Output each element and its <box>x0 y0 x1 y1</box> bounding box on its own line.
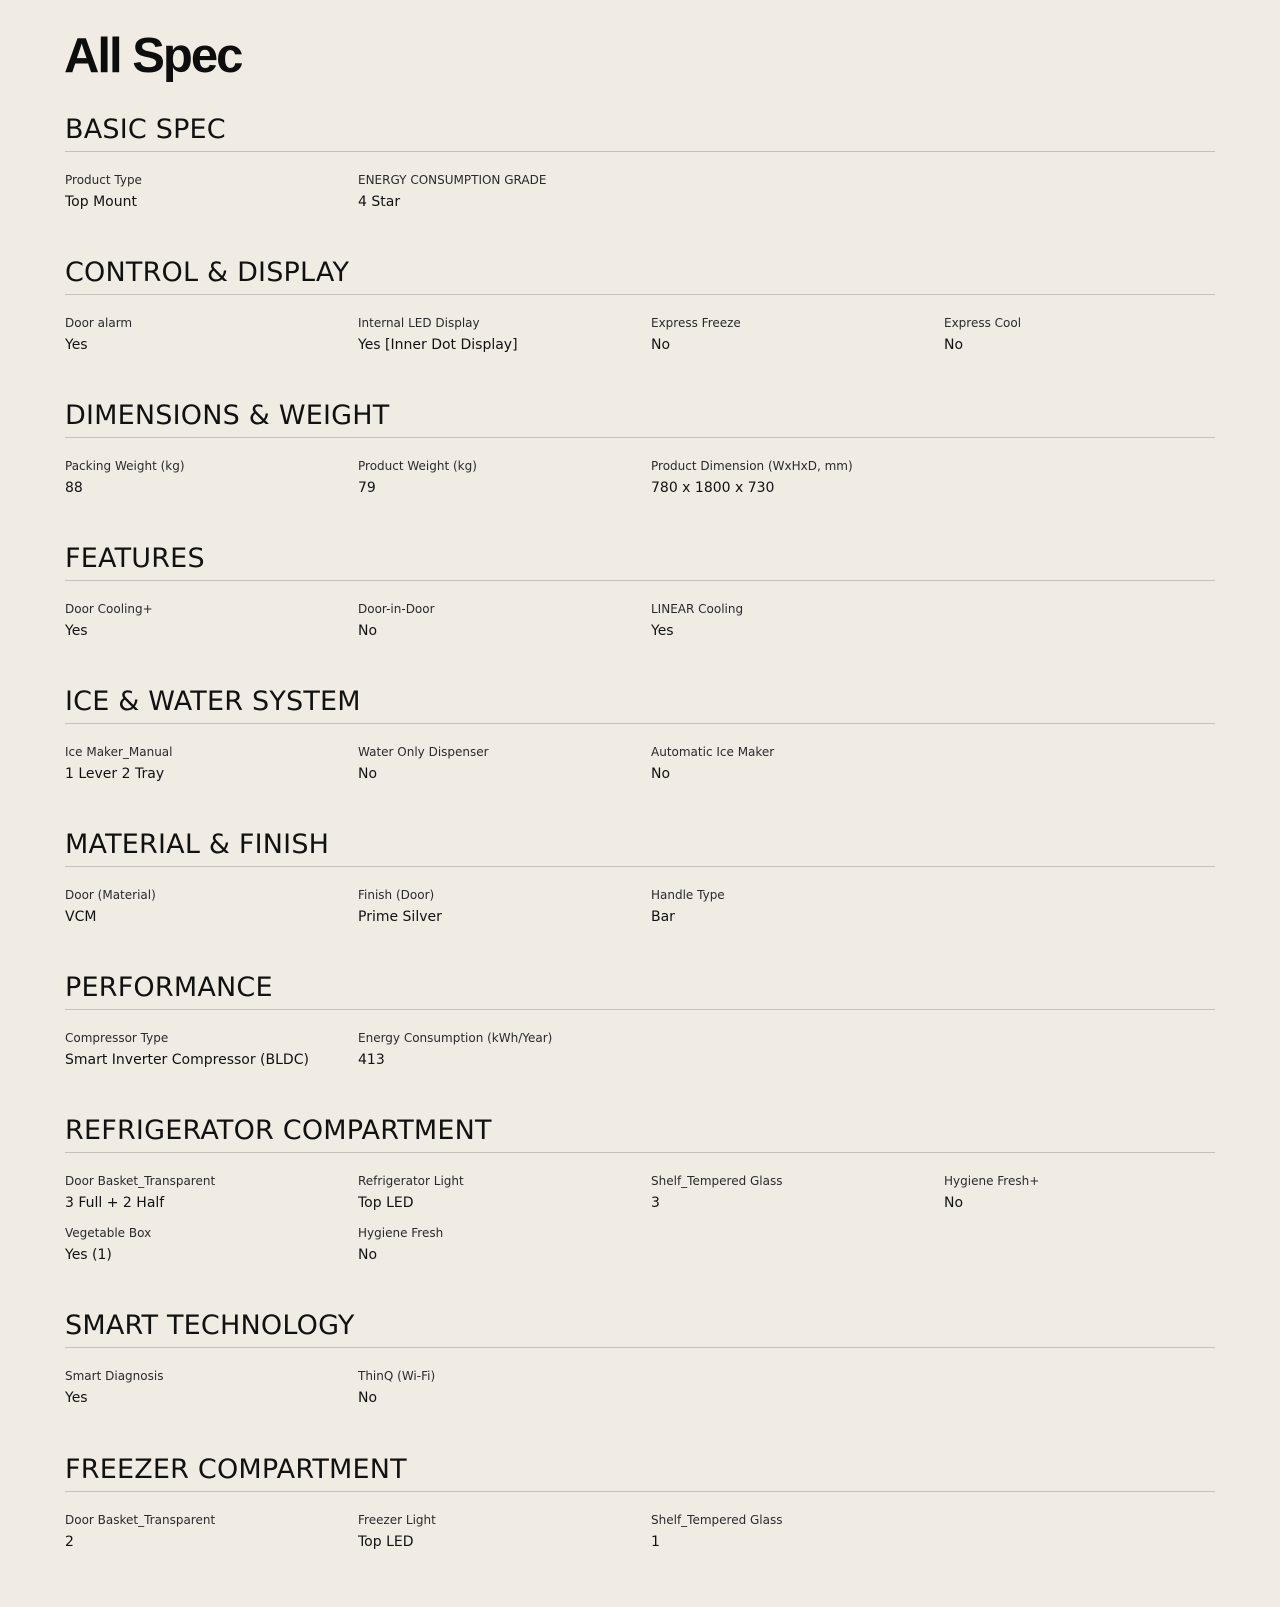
spec-value: No <box>944 337 964 353</box>
spec-value: 2 <box>65 1534 74 1550</box>
spec-item-thinq-wifi <box>358 1368 638 1407</box>
section-material-finish <box>65 825 1215 925</box>
section-ice-water-system <box>65 682 1215 782</box>
spec-value: Top LED <box>358 1195 414 1211</box>
spec-label: Product Weight (kg) <box>358 459 477 473</box>
spec-value: VCM <box>65 909 97 925</box>
spec-value: 3 <box>651 1195 660 1211</box>
spec-label: Door alarm <box>65 316 133 330</box>
section-title: REFRIGERATOR COMPARTMENT <box>65 1115 492 1146</box>
spec-value: No <box>944 1195 964 1211</box>
section-divider <box>65 1009 1215 1010</box>
spec-label: Door Basket_Transparent <box>65 1174 216 1188</box>
spec-item-door-in-door <box>358 601 638 640</box>
spec-item-energy-consumption-grade <box>358 172 638 211</box>
spec-item-finish-door <box>358 887 638 926</box>
spec-value: No <box>358 623 378 639</box>
spec-value: 1 <box>651 1534 660 1550</box>
spec-label: ENERGY CONSUMPTION GRADE <box>358 173 547 187</box>
spec-value: 413 <box>358 1052 385 1068</box>
spec-value: 88 <box>65 480 83 496</box>
spec-value: Top Mount <box>65 194 137 210</box>
spec-label: Vegetable Box <box>65 1226 152 1240</box>
spec-item-freezer-door-basket <box>65 1512 345 1551</box>
spec-item-freezer-shelf-tempered-glass <box>651 1512 931 1551</box>
spec-item-compressor-type <box>65 1030 345 1069</box>
spec-label: Handle Type <box>651 888 725 902</box>
section-divider <box>65 294 1215 295</box>
spec-label: Refrigerator Light <box>358 1174 464 1188</box>
section-divider <box>65 151 1215 152</box>
spec-item-shelf-tempered-glass <box>651 1173 931 1212</box>
spec-item-hygiene-fresh <box>358 1225 638 1264</box>
spec-label: Door Cooling+ <box>65 602 153 616</box>
spec-label: Product Type <box>65 173 142 187</box>
spec-item-energy-consumption <box>358 1030 638 1069</box>
spec-value: 780 x 1800 x 730 <box>651 480 775 496</box>
section-divider <box>65 723 1215 724</box>
section-title: DIMENSIONS & WEIGHT <box>65 400 390 431</box>
spec-value: Yes (1) <box>65 1247 112 1263</box>
spec-item-product-type <box>65 172 345 211</box>
section-divider <box>65 1152 1215 1153</box>
spec-value: 4 Star <box>358 194 401 210</box>
section-title: SMART TECHNOLOGY <box>65 1310 355 1341</box>
section-features <box>65 539 1215 639</box>
spec-item-freezer-light <box>358 1512 638 1551</box>
spec-value: 1 Lever 2 Tray <box>65 766 165 782</box>
spec-value: No <box>651 766 671 782</box>
spec-label: Express Cool <box>944 316 1022 330</box>
spec-label: Finish (Door) <box>358 888 435 902</box>
spec-value: 79 <box>358 480 376 496</box>
spec-item-smart-diagnosis <box>65 1368 345 1407</box>
spec-label: LINEAR Cooling <box>651 602 744 616</box>
spec-item-express-cool <box>944 315 1224 354</box>
spec-value: No <box>358 1390 378 1406</box>
spec-value: Smart Inverter Compressor (BLDC) <box>65 1052 309 1068</box>
spec-item-hygiene-fresh-plus <box>944 1173 1224 1212</box>
section-title: MATERIAL & FINISH <box>65 829 330 860</box>
section-divider <box>65 1491 1215 1492</box>
spec-label: Water Only Dispenser <box>358 745 489 759</box>
spec-label: Compressor Type <box>65 1031 169 1045</box>
section-title: ICE & WATER SYSTEM <box>65 686 361 717</box>
spec-label: ThinQ (Wi-Fi) <box>358 1369 436 1383</box>
spec-label: Door (Material) <box>65 888 156 902</box>
spec-item-ice-maker-manual <box>65 744 345 783</box>
section-basic-spec <box>65 110 1215 210</box>
section-divider <box>65 580 1215 581</box>
spec-label: Packing Weight (kg) <box>65 459 185 473</box>
spec-label: Internal LED Display <box>358 316 480 330</box>
spec-item-internal-led-display <box>358 315 638 354</box>
section-title: FREEZER COMPARTMENT <box>65 1454 407 1485</box>
spec-item-door-alarm <box>65 315 345 354</box>
section-refrigerator-compartment <box>65 1111 1215 1263</box>
spec-label: Shelf_Tempered Glass <box>651 1513 783 1527</box>
spec-item-product-weight <box>358 458 638 497</box>
section-freezer-compartment <box>65 1450 1215 1550</box>
section-divider <box>65 866 1215 867</box>
spec-value: Yes <box>651 623 674 639</box>
spec-item-product-dimension <box>651 458 931 497</box>
spec-item-refrigerator-light <box>358 1173 638 1212</box>
spec-label: Hygiene Fresh <box>358 1226 444 1240</box>
section-title: CONTROL & DISPLAY <box>65 257 350 288</box>
section-divider <box>65 437 1215 438</box>
spec-item-door-basket-transparent <box>65 1173 345 1212</box>
spec-item-express-freeze <box>651 315 931 354</box>
section-control-display <box>65 253 1215 353</box>
spec-label: Freezer Light <box>358 1513 436 1527</box>
section-title: FEATURES <box>65 543 205 574</box>
spec-value: Prime Silver <box>358 909 442 925</box>
spec-item-vegetable-box <box>65 1225 345 1264</box>
section-divider <box>65 1347 1215 1348</box>
spec-item-handle-type <box>651 887 931 926</box>
spec-label: Express Freeze <box>651 316 741 330</box>
spec-value: Bar <box>651 909 675 925</box>
spec-value: Yes [Inner Dot Display] <box>358 337 518 353</box>
spec-label: Ice Maker_Manual <box>65 745 173 759</box>
spec-label: Door Basket_Transparent <box>65 1513 216 1527</box>
section-performance <box>65 968 1215 1068</box>
spec-item-packing-weight <box>65 458 345 497</box>
spec-label: Shelf_Tempered Glass <box>651 1174 783 1188</box>
spec-item-door-cooling <box>65 601 345 640</box>
spec-value: Yes <box>65 1390 88 1406</box>
spec-item-door-material <box>65 887 345 926</box>
spec-value: No <box>651 337 671 353</box>
spec-item-linear-cooling <box>651 601 931 640</box>
spec-label: Automatic Ice Maker <box>651 745 775 759</box>
spec-value: No <box>358 1247 378 1263</box>
spec-item-automatic-ice-maker <box>651 744 931 783</box>
spec-value: Yes <box>65 623 88 639</box>
spec-label: Energy Consumption (kWh/Year) <box>358 1031 553 1045</box>
page-title: All Spec <box>64 29 242 83</box>
spec-value: No <box>358 766 378 782</box>
spec-label: Smart Diagnosis <box>65 1369 164 1383</box>
section-title: PERFORMANCE <box>65 972 273 1003</box>
spec-value: 3 Full + 2 Half <box>65 1195 165 1211</box>
spec-item-water-only-dispenser <box>358 744 638 783</box>
spec-label: Hygiene Fresh+ <box>944 1174 1040 1188</box>
spec-value: Yes <box>65 337 88 353</box>
section-dimensions-weight <box>65 396 1215 496</box>
spec-label: Product Dimension (WxHxD, mm) <box>651 459 853 473</box>
spec-value: Top LED <box>358 1534 414 1550</box>
spec-label: Door-in-Door <box>358 602 435 616</box>
section-smart-technology <box>65 1306 1215 1406</box>
section-title: BASIC SPEC <box>65 114 226 145</box>
